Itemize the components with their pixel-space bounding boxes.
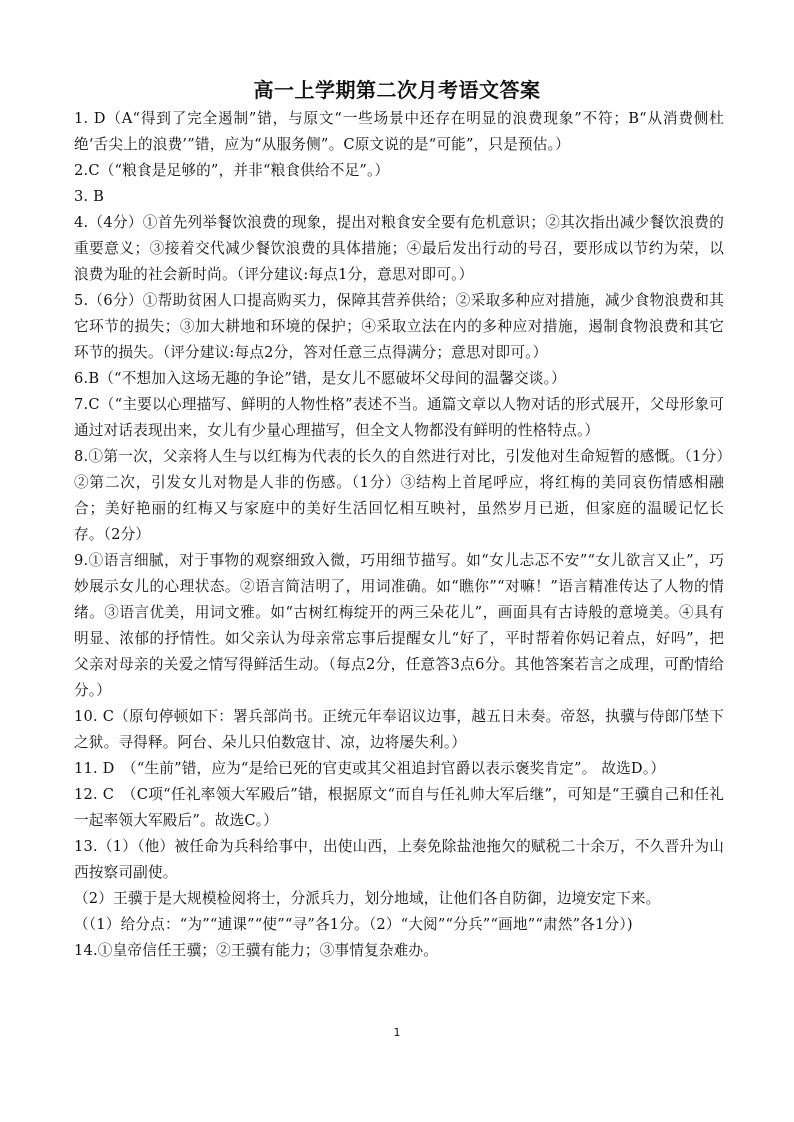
answer-1: 1. D（A“得到了完全遏制”错，与原文“一些场景中还存在明显的浪费现象”不符；B“从消费侧杜绝‘舌尖上的浪费’”错，应为“从服务侧”。C原文说的是“可能”，只是预估。） bbox=[74, 110, 724, 153]
answer-12: 12. C （C项“任礼率领大军殿后”错，根据原文“而自与任礼帅大军后继”，可知是“王骥自己和任礼一起率领大军殿后”。故选C。） bbox=[74, 786, 724, 829]
answer-13-scoring: （（1）给分点：“为”“逋课”“使”“寻”各1分。（2）“大阅”“分兵”“画地”“肃然”各1分）) bbox=[74, 916, 633, 933]
page-number: 1 bbox=[393, 1026, 401, 1039]
answer-13-part-2: （2）王骥于是大规模检阅将士，分派兵力，划分地域，让他们各自防御，边境安定下来。 bbox=[74, 890, 661, 907]
answer-6: 6.B（“不想加入这场无趣的争论”错，是女儿不愿破坏父母间的温馨交谈。） bbox=[74, 370, 566, 387]
answer-13-part-1: 13.（1）（他）被任命为兵科给事中，出使山西，上奏免除盐池拖欠的赋税二十余万，不久晋升为山西按察司副使。 bbox=[74, 838, 724, 881]
answer-list bbox=[74, 106, 724, 964]
answer-4: 4.（4分）①首先列举餐饮浪费的现象，提出对粮食安全要有危机意识；②其次指出减少餐饮浪费的重要意义；③接着交代减少餐饮浪费的具体措施；④最后发出行动的号召，要形成以节约为荣，以浪费为耻的社会新时尚。（评分建议:每点1分，意思对即可。） bbox=[74, 214, 724, 283]
answer-14: 14.①皇帝信任王骥；②王骥有能力；③事情复杂难办。 bbox=[74, 942, 439, 959]
answer-11: 11. D （“生前”错，应为“是给已死的官吏或其父祖追封官爵以表示褒奖肯定”。 故选D。） bbox=[74, 760, 666, 777]
answer-10: 10. C（原句停顿如下：署兵部尚书。正统元年奉诏议边事，越五日未奏。帝怒，执骥与侍郎邝埜下之狱。寻得释。阿台、朵儿只伯数寇甘、凉，边将屡失利。） bbox=[74, 708, 724, 751]
answer-3: 3. B bbox=[74, 188, 105, 205]
answer-8: 8.①第一次，父亲将人生与以红梅为代表的长久的自然进行对比，引发他对生命短暂的感慨。（1分）②第二次，引发女儿对物是人非的伤感。（1分）③结构上首尾呼应，将红梅的美同哀伤情感相融合；美好艳丽的红梅又与家庭中的美好生活回忆相互映衬，虽然岁月已逝，但家庭的温暖记忆长存。（2分） bbox=[74, 448, 724, 543]
answer-7: 7.C（“主要以心理描写、鲜明的人物性格”表述不当。通篇文章以人物对话的形式展开，父母形象可通过对话表现出来，女儿有少量心理描写，但全文人物都没有鲜明的性格特点。） bbox=[74, 396, 724, 439]
answer-5: 5.（6分）①帮助贫困人口提高购买力，保障其营养供给；②采取多种应对措施，减少食物浪费和其它环节的损失；③加大耕地和环境的保护；④采取立法在内的多种应对措施，遏制食物浪费和其它环节的损失。（评分建议:每点2分，答对任意三点得满分；意思对即可。） bbox=[74, 292, 724, 361]
answer-9: 9.①语言细腻，对于事物的观察细致入微，巧用细节描写。如“女儿忐忑不安”“女儿欲言又止”，巧妙展示女儿的心理状态。②语言简洁明了，用词准确。如“瞧你”“对嘛！”语言精准传达了人物的情绪。③语言优美，用词文雅。如“古树红梅绽开的两三朵花儿”，画面具有古诗般的意境美。④具有明显、浓郁的抒情性。如父亲认为母亲常忘事后提醒女儿“好了，平时帮着你妈记着点，好吗”，把父亲对母亲的关爱之情写得鲜活生动。（每点2分，任意答3点6分。其他答案若言之成理，可酌情给分。） bbox=[74, 552, 724, 699]
document-title: 高一上学期第二次月考语文答案 bbox=[253, 78, 541, 102]
answer-2: 2.C（“粮食是足够的”，并非“粮食供给不足”。） bbox=[74, 162, 390, 179]
